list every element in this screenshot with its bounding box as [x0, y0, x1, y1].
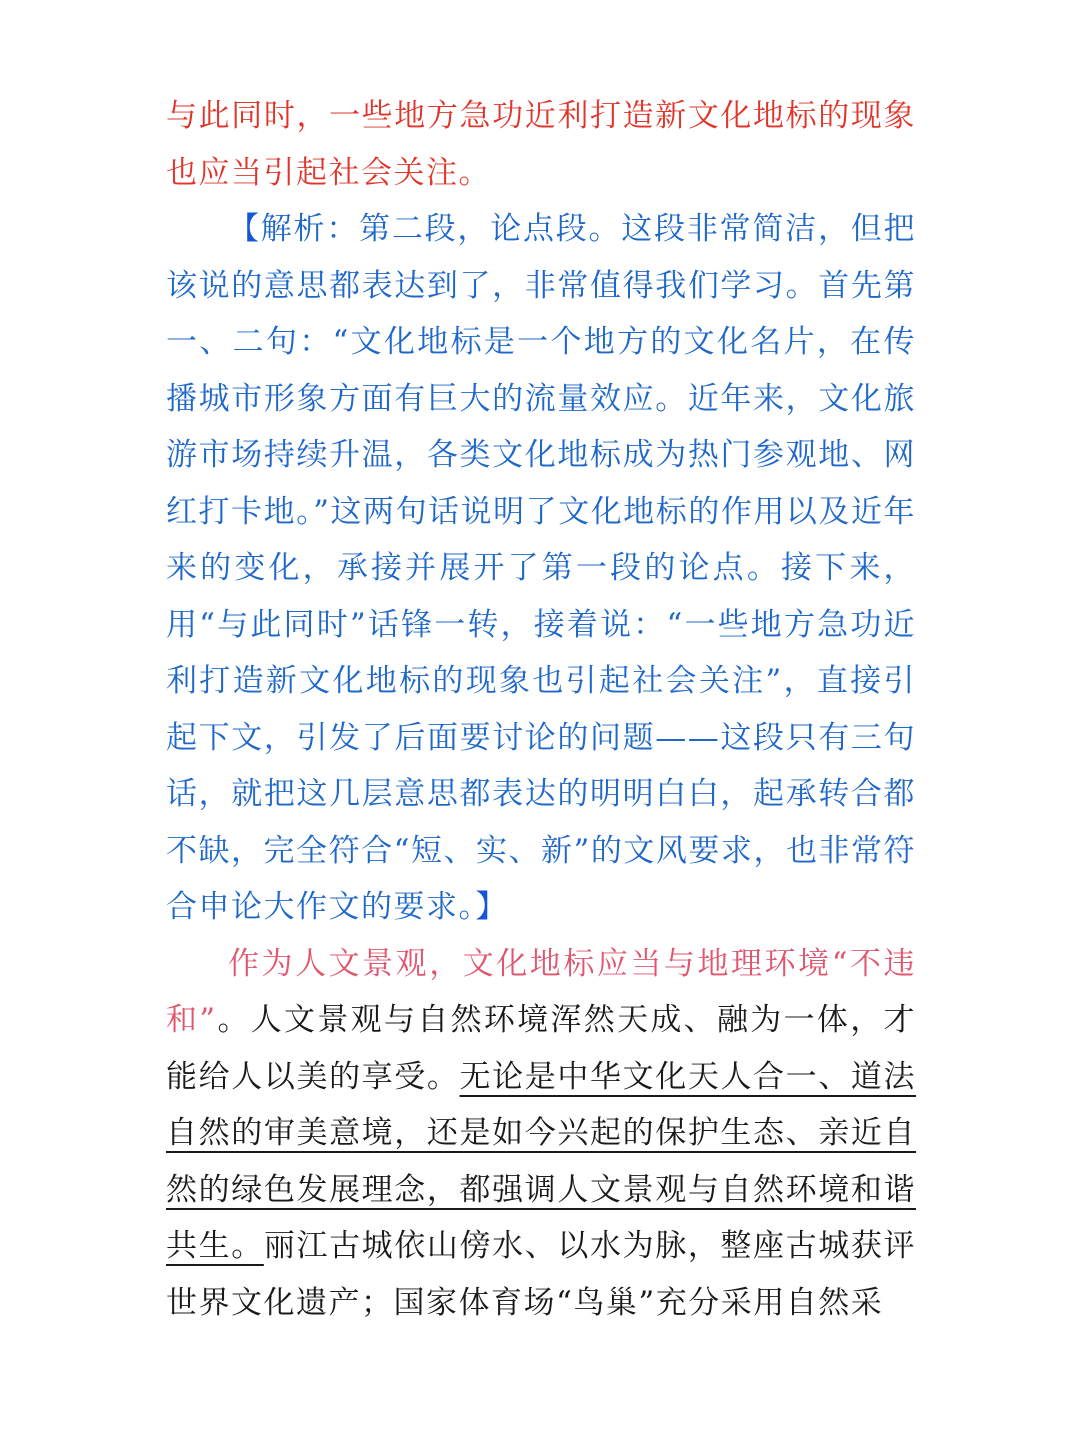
analysis-close-bracket: 】 — [475, 889, 508, 925]
example-sentence: 丽江古城依山傍水、以水为脉，整座古城获评世界文化遗产；国家体育场“鸟巢”充分采用自然采 — [166, 1228, 917, 1321]
red-text: 与此同时，一些地方急功近利打造新文化地标的现象也应当引起社会关注。 — [166, 98, 916, 191]
analysis-paragraph — [166, 201, 916, 936]
analysis-open-bracket: 【 — [228, 211, 261, 247]
topic-sentence: 作为人文景观，文化地标应当与地理环境“不违和” — [166, 945, 916, 1038]
body-sentence: 。人文景观与自然环境浑然天成、融为一体，才能给人以美的享受。 — [166, 1002, 916, 1095]
underlined-sentence: 无论是中华文化天人合一、道法自然的审美意境，还是如今兴起的保护生态、亲近自然的绿色发展理念，都强调人文景观与自然环境和谐共生。 — [166, 1058, 917, 1264]
analysis-text: 解析：第二段，论点段。这段非常简洁，但把该说的意思都表达到了，非常值得我们学习。首先第一、二句：“文化地标是一个地方的文化名片，在传播城市形象方面有巨大的流量效应。近年来，文化旅游市场持续升温，各类文化地标成为热门参观地、网红打卡地。”这两句话说明了文化地标的作用以及近年来的变化，承接并展开了第一段的论点。接下来，用“与此同时”话锋一转，接着说：“一些地方急功近利打造新文化地标的现象也引起社会关注”，直接引起下文，引发了后面要讨论的问题——这段只有三句话，就把这几层意思都表达的明明白白，起承转合都不缺，完全符合“短、实、新”的文风要求，也非常符合申论大作文的要求。 — [166, 211, 917, 925]
paragraph-red-conclusion — [166, 88, 916, 201]
paragraph-cultural-landmark — [166, 936, 916, 1332]
document-body — [166, 88, 916, 1331]
